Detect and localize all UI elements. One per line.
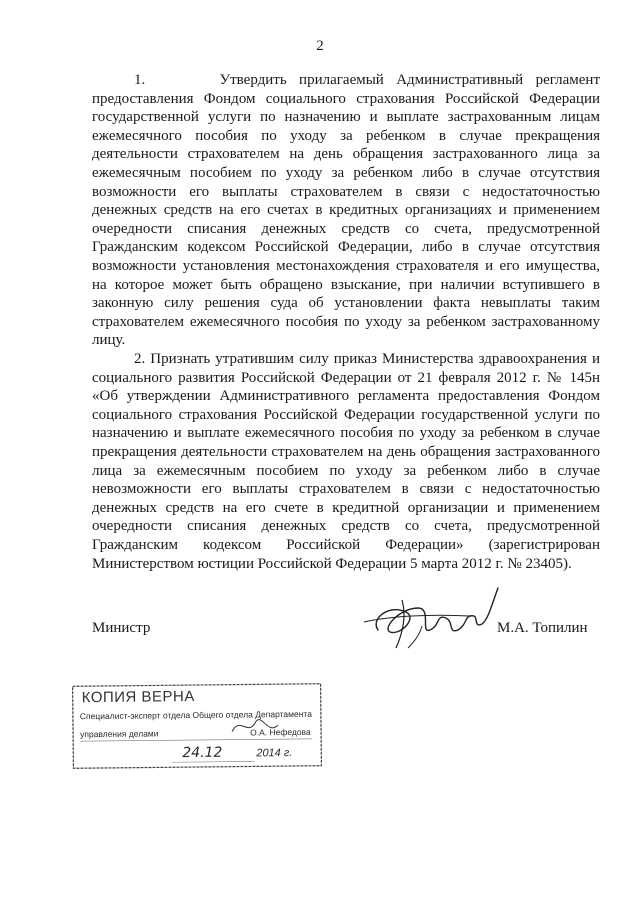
stamp-initials-scribble [228,711,318,742]
handwritten-signature [360,578,505,656]
paragraph-1-body: Утвердить прилагаемый Административный регламент предоставления Фондом социального страхования Российской Федерации государственной услуги по назначению и выплате застрахованным лицам ежемесячного пособия по уходу за ребенком в случае прекращения деятельности страхователем на день обращения застрахованного лица за ежемесячным пособием по уходу за ребенком либо в случае отсутствия возможности его выплаты страхователем в связи с недостаточностью денежных средств на его счетах в кредитных организациях и применением очередности списания денежных средств со счета, предусмотренной Гражданским кодексом Российской Федерации, либо в случае отсутствия возможности установления местонахождения страхователя и его имущества, на которое может быть обращено взыскание, при наличии вступившего в законную силу решения суда об установлении факта невыплаты таким страхователем ежемесячного пособия по уходу за ребенком застрахованному лицу. [92,72,600,349]
paragraph-2 [92,350,600,573]
paragraph-1-text [92,71,600,350]
stamp-department: управления делами [80,728,159,740]
stamp-header: КОПИЯ ВЕРНА [81,688,195,707]
signatory-name: М.А. Топилин [497,620,588,636]
stamp-date: 24.12 [182,744,223,762]
paragraph-2-text: 2. Признать утратившим силу приказ Министерства здравоохранения и социального развития Российской Федерации от 21 февраля 2012 г. № 145н «Об утверждении Административного регламента предоставления Фондом социального страхования Российской Федерации государственной услуги по назначению и выплате ежемесячного пособия по уходу за ребенком в случае прекращения деятельности страхователем на день обращения застрахованного лица за ежемесячным пособием по уходу за ребенком либо в случае невозможности его выплаты страхователем в связи с недостаточностью денежных средств на его счете в кредитной организации и применением очередности списания денежных средств со счета, предусмотренной Гражданским кодексом Российской Федерации» (зарегистрирован Министерством юстиции Российской Федерации 5 марта 2012 г. № 23405). [92,351,600,572]
page-number: 2 [316,38,324,54]
signatory-title: Министр [92,620,151,636]
paragraph-1 [92,71,600,350]
stamp-position: Специалист-эксперт отдела Общего отдела Департамента [79,708,312,722]
stamp-year: 2014 г. [256,747,293,760]
certification-stamp [72,683,323,770]
stamp-signer: О.А. Нефедова [250,726,311,738]
paragraph-1-number: 1. [134,72,146,88]
